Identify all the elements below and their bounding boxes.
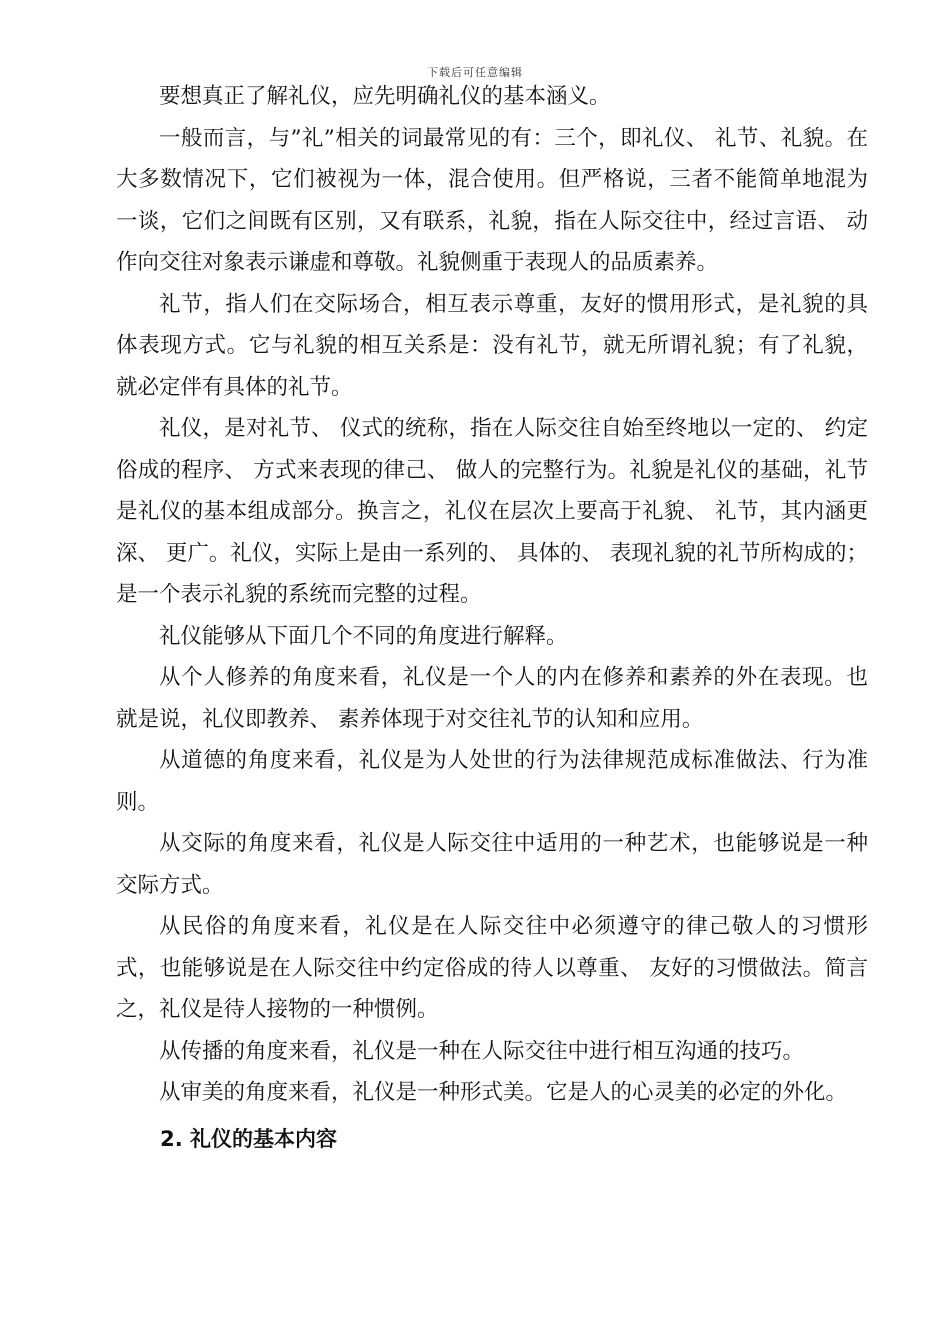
document-body [116,76,868,1160]
paragraph-lijie: 礼节，指人们在交际场合，相互表示尊重，友好的惯用形式，是礼貌的具体表现方式。它与礼貌的相互关系是：没有礼节，就无所谓礼貌；有了礼貌，就必定伴有具体的礼节。 [116,291,868,400]
paragraph-aesthetics: 从审美的角度来看，礼仪是一种形式美。它是人的心灵美的必定的外化。 [159,1080,848,1105]
header-note: 下载后可任意编辑 [427,66,523,79]
paragraph-morality: 从道德的角度来看，礼仪是为人处世的行为法律规范成标准做法、行为准则。 [116,748,868,815]
section-heading: 2. 礼仪的基本内容 [160,1126,337,1151]
paragraph-li-related-terms: 一般而言，与”礼”相关的词最常见的有：三个，即礼仪、 礼节、礼貌。在大多数情况下，它们被视为一体，混合使用。但严格说，三者不能简单地混为一谈，它们之间既有区别，又有联系，礼貌，指在人际交往中，经过言语、 动作向交往对象表示谦虚和尊敬。礼貌侧重于表现人的品质素养。 [116,125,868,275]
paragraph-liyi-definition: 礼仪，是对礼节、 仪式的统称，指在人际交往自始至终地以一定的、 约定俗成的程序、 方式来表现的律己、 做人的完整行为。礼貌是礼仪的基础，礼节是礼仪的基本组成部分。换言之，礼仪在层次上要高于礼貌、 礼节，其内涵更深、 更广。礼仪，实际上是由一系列的、 具体的、 表现礼貌的礼节所构成的；是一个表示礼貌的系统而完整的过程。 [116,416,868,607]
paragraph-intro: 要想真正了解礼仪，应先明确礼仪的基本涵义。 [159,84,611,109]
paragraph-dissemination: 从传播的角度来看，礼仪是一种在人际交往中进行相互沟通的技巧。 [159,1038,805,1064]
paragraph-perspectives-intro: 礼仪能够从下面几个不同的角度进行解释。 [159,623,568,649]
paragraph-folk-custom: 从民俗的角度来看，礼仪是在人际交往中必须遵守的律己敬人的习惯形式，也能够说是在人际交往中约定俗成的待人以尊重、 友好的习惯做法。简言之，礼仪是待人接物的一种惯例。 [116,914,868,1022]
paragraph-personal-cultivation: 从个人修养的角度来看，礼仪是一个人的内在修养和素养的外在表现。也就是说，礼仪即教养、 素养体现于对交往礼节的认知和应用。 [116,665,868,732]
paragraph-communication: 从交际的角度来看，礼仪是人际交往中适用的一种艺术，也能够说是一种交际方式。 [116,831,868,898]
